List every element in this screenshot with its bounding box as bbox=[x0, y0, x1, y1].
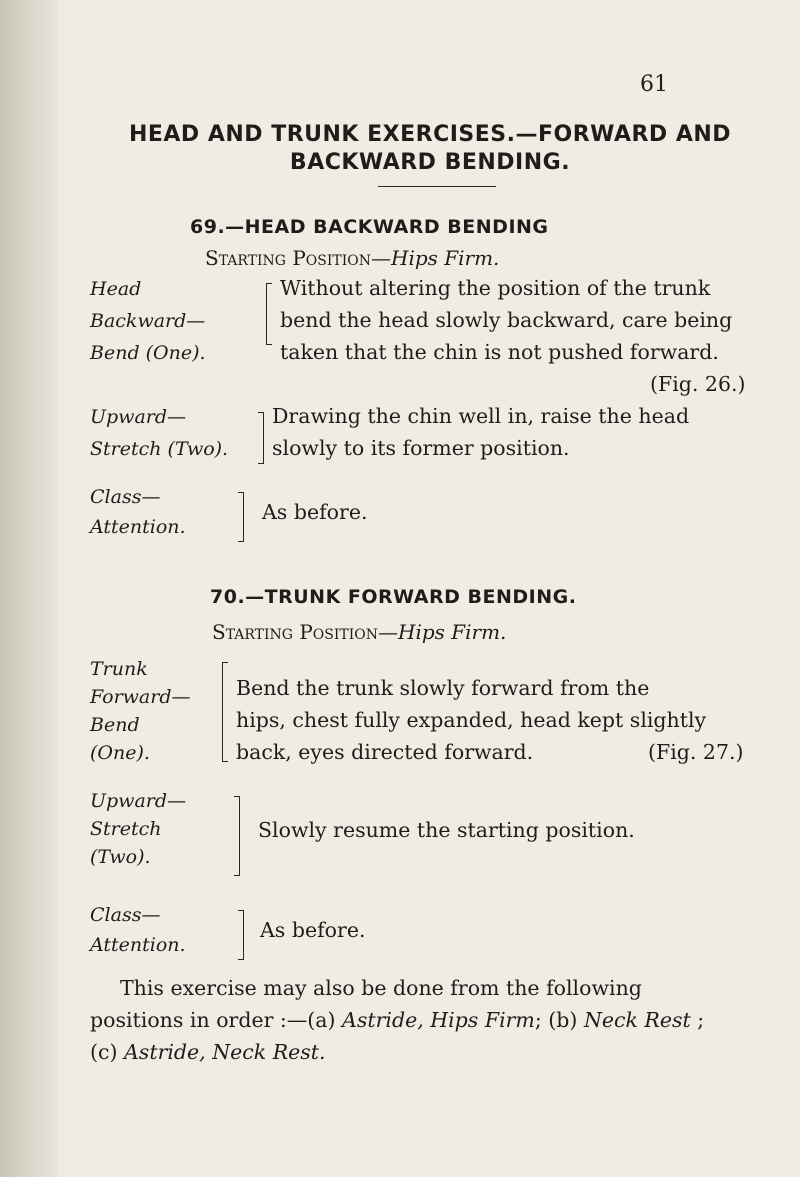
ex70-step2-text: Slowly resume the starting position. bbox=[258, 818, 635, 842]
ex69-step1-text-2: bend the head slowly backward, care being bbox=[280, 308, 733, 332]
ex70-step1-fig: (Fig. 27.) bbox=[648, 740, 744, 764]
title-rule bbox=[378, 186, 496, 187]
note-prefix-a: positions in order :—(a) bbox=[90, 1008, 343, 1032]
ex70-step3-side-1: Class— bbox=[90, 904, 161, 926]
note-position-b: Neck Rest bbox=[583, 1008, 691, 1032]
ex69-step1-fig: (Fig. 26.) bbox=[650, 372, 746, 396]
ex70-step1-side-2: Forward— bbox=[90, 686, 191, 708]
ex70-step1-text-3: back, eyes directed forward. bbox=[236, 740, 534, 764]
ex70-step2-side-2: Stretch bbox=[90, 818, 162, 840]
ex70-step1-text-1: Bend the trunk slowly forward from the bbox=[236, 676, 650, 700]
ex70-starting-value: Hips Firm. bbox=[398, 620, 507, 644]
ex70-starting-position bbox=[212, 620, 506, 644]
ex70-note-line-1: This exercise may also be done from the following bbox=[120, 976, 642, 1000]
chapter-title-line-1: HEAD AND TRUNK EXERCISES.—FORWARD AND bbox=[128, 122, 732, 147]
ex69-step2-side-1: Upward— bbox=[90, 406, 187, 428]
ex70-step2-brace bbox=[234, 796, 240, 876]
note-position-c: Astride, Neck Rest. bbox=[124, 1040, 326, 1064]
ex69-step3-side-2: Attention. bbox=[90, 516, 186, 538]
ex69-step2-text-1: Drawing the chin well in, raise the head bbox=[272, 404, 690, 428]
ex70-step2-side-3: (Two). bbox=[90, 846, 151, 868]
ex70-step3-brace bbox=[238, 910, 244, 960]
ex69-step1-side-3: Bend (One). bbox=[90, 342, 206, 364]
chapter-title-line-2: BACKWARD BENDING. bbox=[289, 150, 571, 175]
note-prefix-c: (c) bbox=[90, 1040, 124, 1064]
ex70-note-line-2 bbox=[90, 1008, 704, 1032]
ex70-step1-brace bbox=[222, 662, 228, 762]
ex69-step2-side-2: Stretch (Two). bbox=[90, 438, 229, 460]
ex69-step2-brace bbox=[258, 412, 264, 464]
note-prefix-b: ; (b) bbox=[534, 1008, 584, 1032]
ex70-starting-label: Starting Position— bbox=[212, 620, 398, 644]
ex70-step2-side-1: Upward— bbox=[90, 790, 187, 812]
ex69-step3-brace bbox=[238, 492, 244, 542]
ex70-step1-side-1: Trunk bbox=[90, 658, 148, 680]
ex69-step1-side-1: Head bbox=[90, 278, 142, 300]
ex70-step3-side-2: Attention. bbox=[90, 934, 186, 956]
ex70-step1-side-3: Bend bbox=[90, 714, 140, 736]
ex69-step1-text-1: Without altering the position of the trunk bbox=[280, 276, 711, 300]
ex69-step3-text: As before. bbox=[262, 500, 368, 524]
ex69-heading: 69.—HEAD BACKWARD BENDING bbox=[190, 216, 549, 238]
ex70-step3-text: As before. bbox=[260, 918, 366, 942]
ex70-note-line-3 bbox=[90, 1040, 326, 1064]
ex70-step1-text-2: hips, chest fully expanded, head kept slightly bbox=[236, 708, 707, 732]
page-number: 61 bbox=[640, 72, 668, 97]
note-position-a: Astride, Hips Firm bbox=[342, 1008, 535, 1032]
ex69-starting-position bbox=[205, 246, 499, 270]
ex70-step1-side-4: (One). bbox=[90, 742, 150, 764]
ex69-step3-side-1: Class— bbox=[90, 486, 161, 508]
ex69-starting-label: Starting Position— bbox=[205, 246, 391, 270]
ex69-step1-brace bbox=[266, 283, 272, 345]
ex69-starting-value: Hips Firm. bbox=[391, 246, 500, 270]
ex69-step1-side-2: Backward— bbox=[90, 310, 206, 332]
ex70-heading: 70.—TRUNK FORWARD BENDING. bbox=[210, 586, 577, 608]
ex69-step1-text-3: taken that the chin is not pushed forward. bbox=[280, 340, 719, 364]
ex69-step2-text-2: slowly to its former position. bbox=[272, 436, 570, 460]
note-separator: ; bbox=[690, 1008, 705, 1032]
